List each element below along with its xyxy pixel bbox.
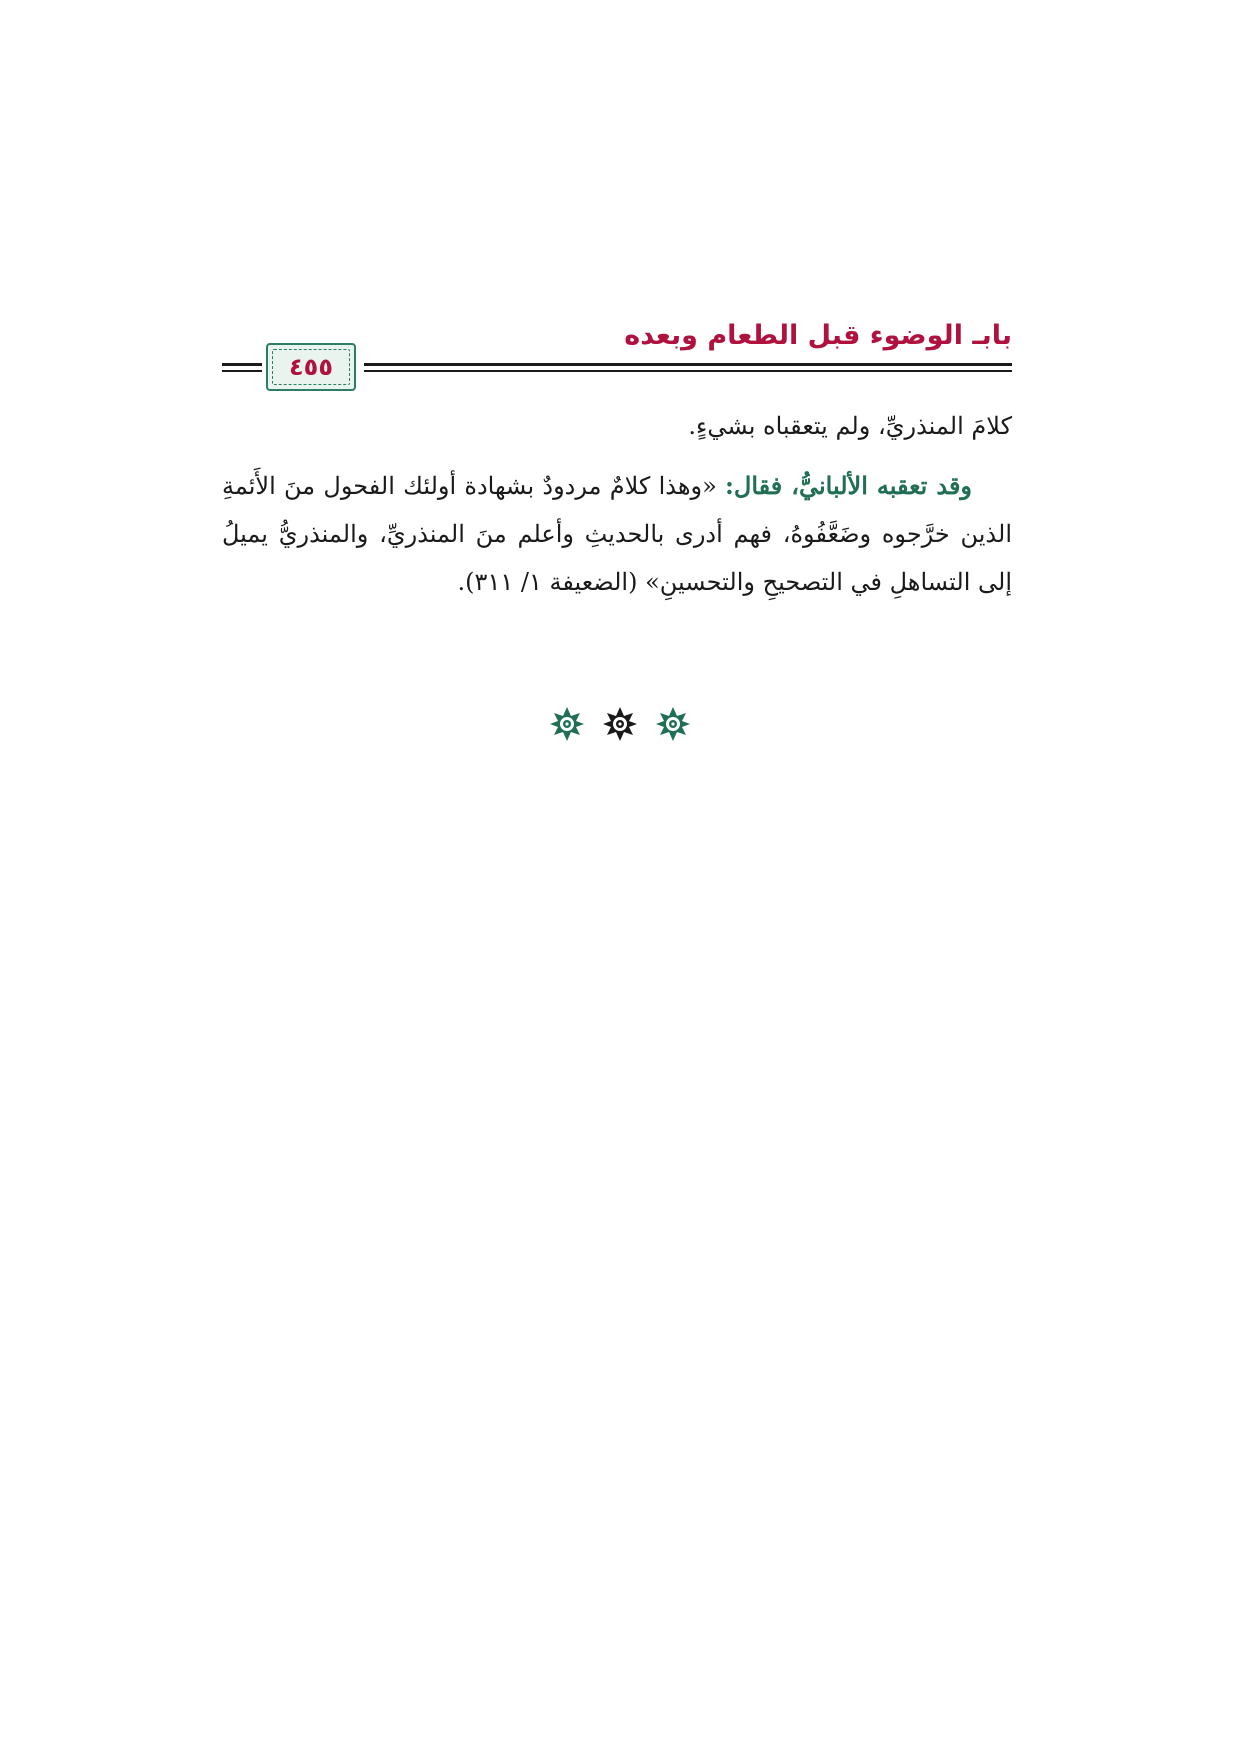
- floral-ornament-icon: [602, 706, 638, 742]
- floral-ornament-icon: [655, 706, 691, 742]
- header-rule-top: [364, 363, 1012, 366]
- header-rule-bottom: [364, 370, 1012, 372]
- paragraph-1: كلامَ المنذريِّ، ولم يتعقباه بشيءٍ.: [688, 412, 1012, 440]
- page-number-frame: [266, 343, 356, 391]
- chapter-title: بابـ الوضوء قبل الطعام وبعده: [624, 320, 1012, 351]
- page-number: ٤٥٥: [289, 353, 333, 381]
- body-text: [222, 402, 1012, 606]
- paragraph-2-text: «وهذا كلامٌ مردودٌ بشهادة أولئك الفحول منَ الأَئمةِ الذين خرَّجوه وضَعَّفُوهُ، فهم أدرى بالحديثِ وأعلم منَ المنذريِّ، والمنذريُّ يميلُ إلى التساهلِ في التصحيحِ والتحسينِ» (الضعيفة ١/ ٣١١).: [222, 472, 1012, 596]
- section-end-ornaments: [0, 706, 1240, 742]
- paragraph-2: [222, 462, 1012, 606]
- header-rule-left-bottom: [222, 370, 262, 372]
- paragraph-2-lead: وقد تعقبه الألبانيُّ، فقال:: [725, 471, 972, 500]
- running-header: [222, 310, 1012, 390]
- floral-ornament-icon: [549, 706, 585, 742]
- header-rule-left-top: [222, 363, 262, 366]
